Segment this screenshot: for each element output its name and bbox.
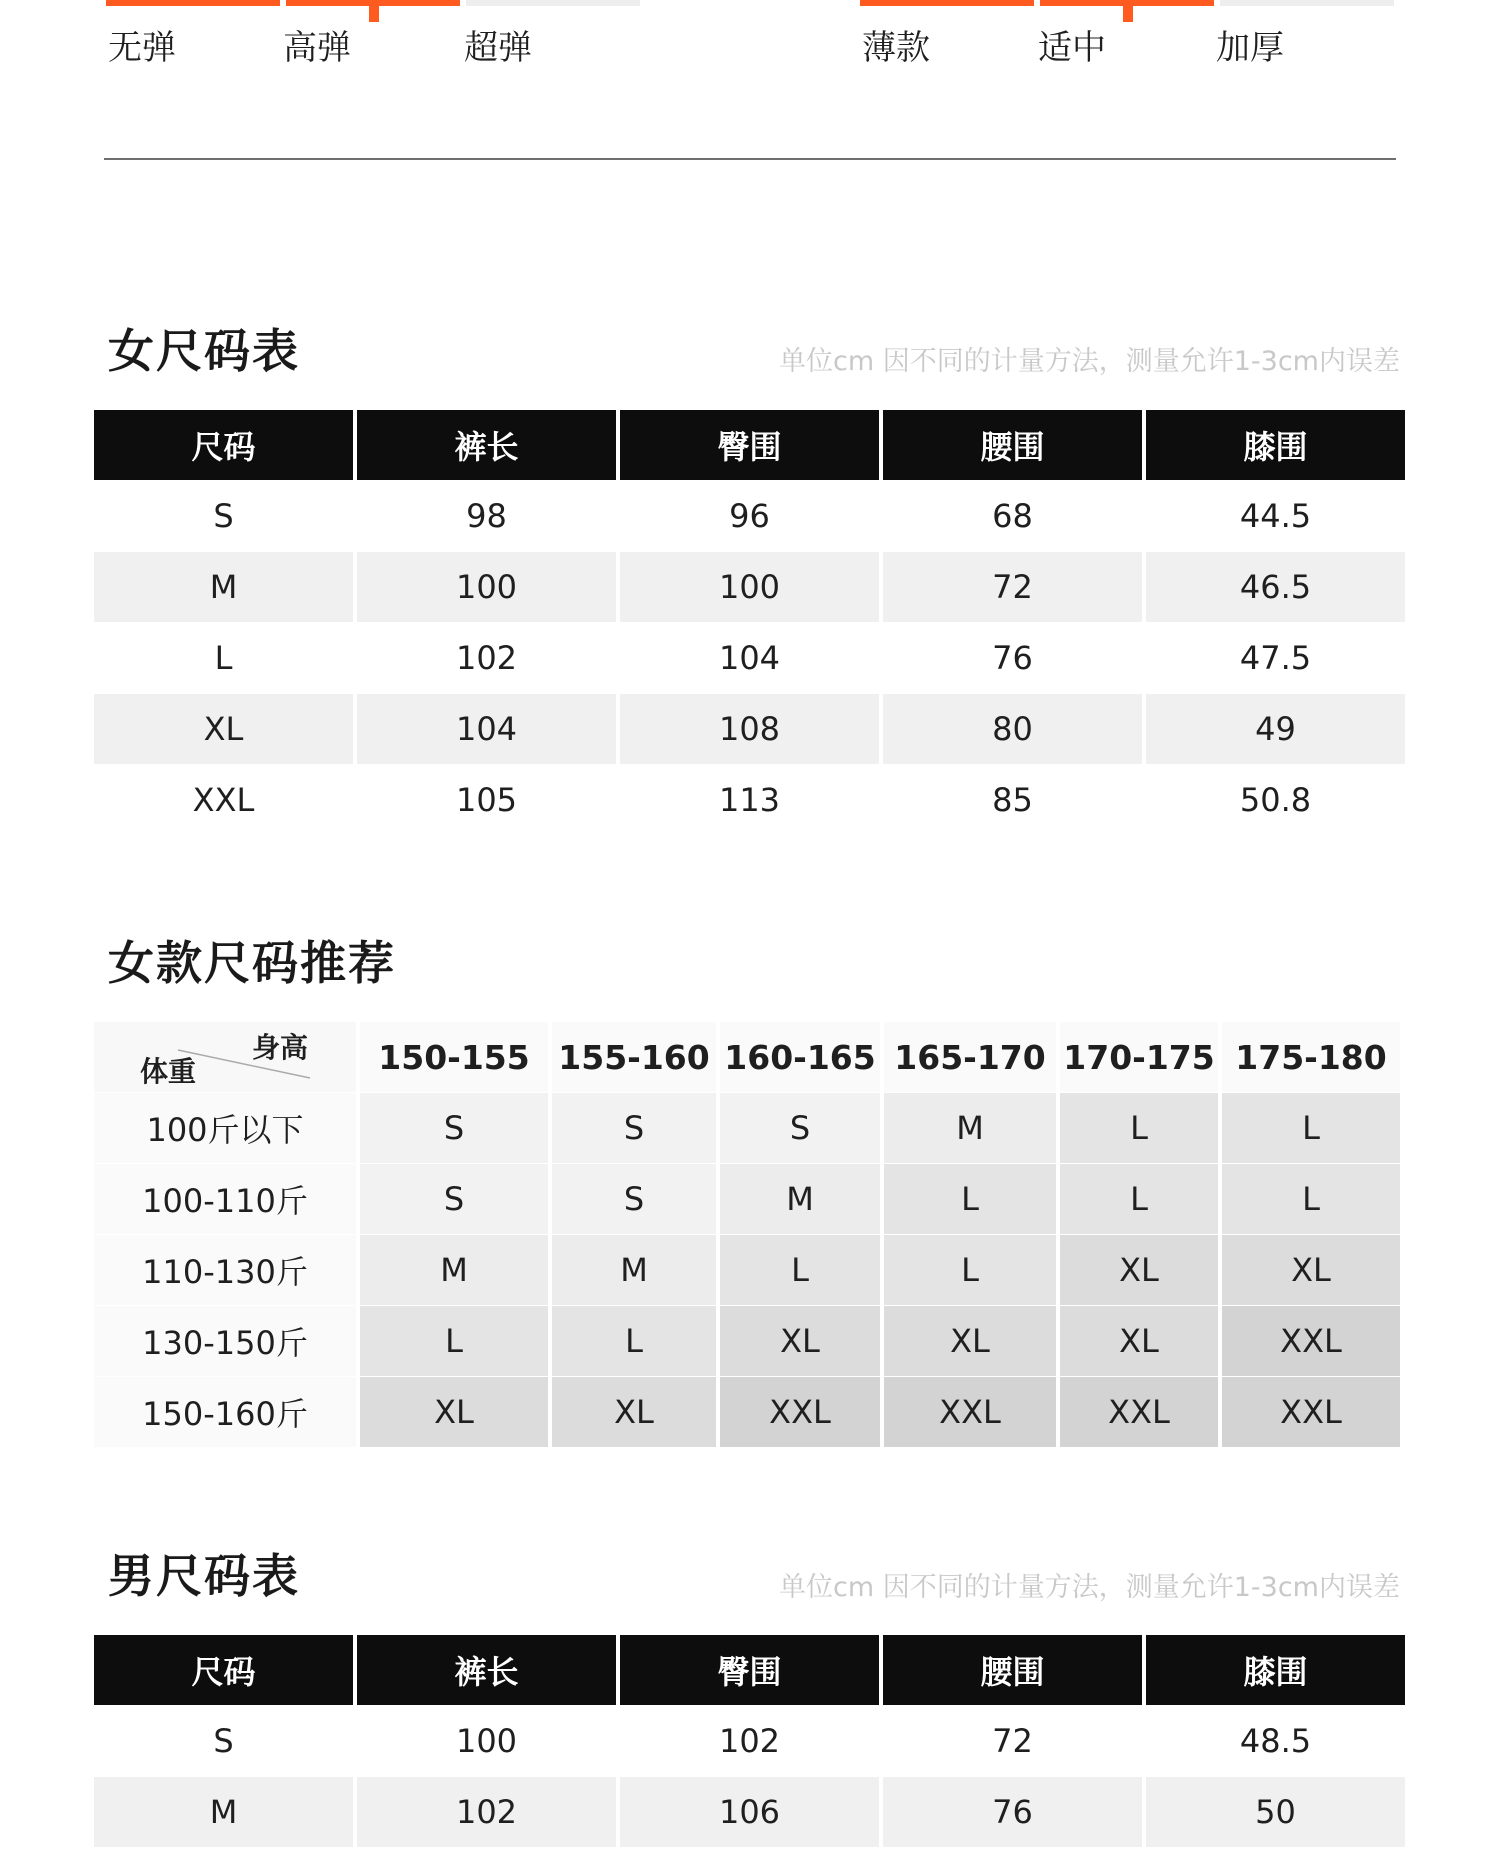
recommendation-row bbox=[94, 1306, 1400, 1376]
table-row bbox=[94, 1777, 1406, 1847]
corner-weight-label: 体重 bbox=[140, 1055, 197, 1088]
women-recommendation-grid bbox=[94, 1022, 1400, 1448]
size-cell: XL bbox=[1060, 1306, 1218, 1376]
header-knee: 膝围 bbox=[1146, 410, 1405, 480]
recommendation-row bbox=[94, 1093, 1400, 1163]
corner-height-label: 身高 bbox=[251, 1031, 308, 1064]
header-waist: 腰围 bbox=[883, 1635, 1142, 1705]
thickness-marker bbox=[1123, 0, 1133, 22]
men-size-table-title: 男尺码表 bbox=[108, 1549, 300, 1603]
table-cell: 44.5 bbox=[1239, 497, 1312, 535]
size-cell: XL bbox=[360, 1377, 548, 1447]
women-size-table-note: 单位cm 因不同的计量方法，测量允许1-3cm内误差 bbox=[779, 346, 1400, 377]
table-cell: 50 bbox=[1146, 1777, 1405, 1847]
thickness-label-medium: 适中 bbox=[1038, 28, 1106, 68]
women-size-table-title: 女尺码表 bbox=[108, 324, 300, 378]
table-cell: 72 bbox=[992, 1722, 1033, 1760]
diagonal-line bbox=[94, 1022, 356, 1092]
header-hip: 臀围 bbox=[620, 1635, 879, 1705]
elasticity-label-super: 超弹 bbox=[464, 28, 532, 68]
header-length: 裤长 bbox=[357, 1635, 616, 1705]
table-cell: 98 bbox=[466, 497, 507, 535]
height-header: 165-170 bbox=[884, 1022, 1056, 1092]
height-header: 170-175 bbox=[1060, 1022, 1218, 1092]
table-cell: 108 bbox=[620, 694, 879, 764]
size-cell: L bbox=[552, 1306, 716, 1376]
size-cell: S bbox=[552, 1093, 716, 1163]
size-cell: M bbox=[720, 1164, 880, 1234]
table-cell: 85 bbox=[992, 781, 1033, 819]
size-cell: S bbox=[720, 1093, 880, 1163]
table-cell: S bbox=[213, 497, 234, 535]
table-cell: 102 bbox=[357, 1777, 616, 1847]
recommendation-header-row bbox=[94, 1022, 1400, 1092]
size-cell: L bbox=[884, 1164, 1056, 1234]
table-cell: 100 bbox=[455, 1722, 518, 1760]
table-header-row bbox=[94, 1635, 1406, 1705]
thickness-scale bbox=[860, 0, 1394, 80]
women-recommendation-title: 女款尺码推荐 bbox=[108, 936, 396, 990]
size-cell: L bbox=[360, 1306, 548, 1376]
table-cell: 104 bbox=[718, 639, 781, 677]
table-cell: 100 bbox=[357, 552, 616, 622]
recommendation-row bbox=[94, 1235, 1400, 1305]
table-cell: 72 bbox=[883, 552, 1142, 622]
table-cell: 50.8 bbox=[1239, 781, 1312, 819]
thickness-segment bbox=[1220, 0, 1394, 6]
table-row bbox=[94, 765, 1406, 835]
table-cell: XXL bbox=[192, 781, 255, 819]
table-row bbox=[94, 552, 1406, 622]
elasticity-marker bbox=[369, 0, 379, 22]
size-cell: XXL bbox=[720, 1377, 880, 1447]
table-cell: 102 bbox=[455, 639, 518, 677]
weight-label: 100斤以下 bbox=[94, 1093, 356, 1163]
size-cell: XXL bbox=[1222, 1377, 1400, 1447]
size-cell: L bbox=[884, 1235, 1056, 1305]
size-cell: M bbox=[552, 1235, 716, 1305]
table-cell: 49 bbox=[1146, 694, 1405, 764]
size-cell: XXL bbox=[1222, 1306, 1400, 1376]
women-size-table bbox=[94, 410, 1406, 836]
height-header: 155-160 bbox=[552, 1022, 716, 1092]
thickness-segment bbox=[860, 0, 1034, 6]
header-waist: 腰围 bbox=[883, 410, 1142, 480]
height-header: 175-180 bbox=[1222, 1022, 1400, 1092]
weight-label: 110-130斤 bbox=[94, 1235, 356, 1305]
size-cell: S bbox=[360, 1093, 548, 1163]
table-cell: M bbox=[94, 552, 353, 622]
size-cell: M bbox=[884, 1093, 1056, 1163]
size-cell: XL bbox=[884, 1306, 1056, 1376]
recommendation-row bbox=[94, 1164, 1400, 1234]
table-cell: 76 bbox=[992, 639, 1033, 677]
size-cell: XL bbox=[1222, 1235, 1400, 1305]
height-header: 160-165 bbox=[720, 1022, 880, 1092]
table-header-row bbox=[94, 410, 1406, 480]
weight-label: 150-160斤 bbox=[94, 1377, 356, 1447]
size-cell: L bbox=[1222, 1093, 1400, 1163]
thickness-label-thin: 薄款 bbox=[862, 28, 930, 68]
size-cell: XL bbox=[552, 1377, 716, 1447]
table-row bbox=[94, 623, 1406, 693]
men-size-table-note: 单位cm 因不同的计量方法，测量允许1-3cm内误差 bbox=[779, 1572, 1400, 1603]
size-cell: XL bbox=[720, 1306, 880, 1376]
table-cell: 48.5 bbox=[1239, 1722, 1312, 1760]
table-cell: 102 bbox=[718, 1722, 781, 1760]
elasticity-label-high: 高弹 bbox=[283, 28, 351, 68]
weight-label: 130-150斤 bbox=[94, 1306, 356, 1376]
header-hip: 臀围 bbox=[620, 410, 879, 480]
size-cell: XXL bbox=[884, 1377, 1056, 1447]
table-cell: 113 bbox=[718, 781, 781, 819]
table-cell: 47.5 bbox=[1239, 639, 1312, 677]
table-cell: 105 bbox=[455, 781, 518, 819]
size-cell: XL bbox=[1060, 1235, 1218, 1305]
elasticity-segment bbox=[466, 0, 640, 6]
table-row bbox=[94, 1706, 1406, 1776]
header-size: 尺码 bbox=[94, 1635, 353, 1705]
table-cell: S bbox=[213, 1722, 234, 1760]
size-cell: L bbox=[1060, 1093, 1218, 1163]
elasticity-label-none: 无弹 bbox=[108, 28, 176, 68]
size-cell: S bbox=[552, 1164, 716, 1234]
table-cell: 96 bbox=[729, 497, 770, 535]
table-cell: 46.5 bbox=[1146, 552, 1405, 622]
header-knee: 膝围 bbox=[1146, 1635, 1405, 1705]
height-header: 150-155 bbox=[360, 1022, 548, 1092]
size-cell: S bbox=[360, 1164, 548, 1234]
men-size-table bbox=[94, 1635, 1406, 1848]
corner-cell bbox=[94, 1022, 356, 1092]
table-cell: 76 bbox=[883, 1777, 1142, 1847]
table-cell: 100 bbox=[620, 552, 879, 622]
section-divider bbox=[104, 158, 1396, 160]
table-cell: 106 bbox=[620, 1777, 879, 1847]
size-cell: L bbox=[1060, 1164, 1218, 1234]
table-cell: M bbox=[94, 1777, 353, 1847]
table-row bbox=[94, 694, 1406, 764]
size-cell: L bbox=[720, 1235, 880, 1305]
table-row bbox=[94, 481, 1406, 551]
size-cell: M bbox=[360, 1235, 548, 1305]
table-cell: 80 bbox=[883, 694, 1142, 764]
elasticity-scale bbox=[106, 0, 640, 80]
thickness-label-thick: 加厚 bbox=[1216, 28, 1284, 68]
table-cell: 68 bbox=[992, 497, 1033, 535]
header-size: 尺码 bbox=[94, 410, 353, 480]
elasticity-segment bbox=[106, 0, 280, 6]
table-cell: L bbox=[214, 639, 233, 677]
size-cell: XXL bbox=[1060, 1377, 1218, 1447]
table-cell: 104 bbox=[357, 694, 616, 764]
table-cell: XL bbox=[94, 694, 353, 764]
weight-label: 100-110斤 bbox=[94, 1164, 356, 1234]
recommendation-row bbox=[94, 1377, 1400, 1447]
size-cell: L bbox=[1222, 1164, 1400, 1234]
header-length: 裤长 bbox=[357, 410, 616, 480]
